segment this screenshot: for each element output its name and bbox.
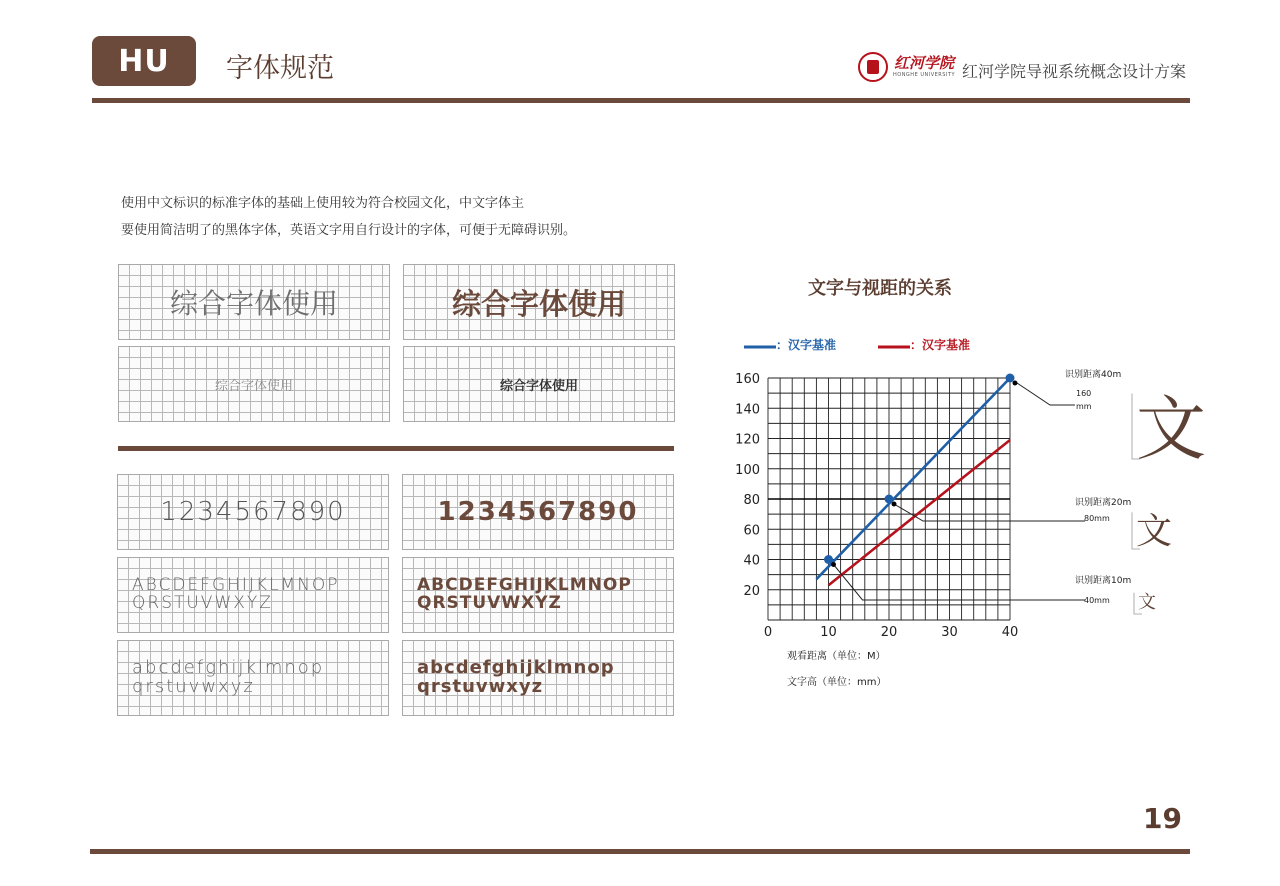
lower-bold-row-2: qrstuvwxyz <box>417 676 544 697</box>
lower-bold-row-1: abcdefghijklmnop <box>417 657 615 679</box>
university-seal-icon <box>858 52 888 82</box>
sample-lower-bold <box>402 640 674 716</box>
upper-bold-row-1: ABCDEFGHIJKLMNOP <box>417 575 632 596</box>
annotation-size: 160 <box>1076 389 1092 398</box>
annotation-label: 识别距离40m <box>1065 370 1122 380</box>
x-tick-label: 0 <box>763 625 773 640</box>
sample-cn-bold-small: 综合字体使用 <box>403 346 675 422</box>
series-point <box>824 555 833 564</box>
upper-bold-row-2: QRSTUVWXYZ <box>417 593 562 613</box>
y-tick-label: 100 <box>735 462 760 478</box>
sample-upper-bold <box>402 557 674 633</box>
university-logo-text: 红河学院 <box>894 54 955 72</box>
series-point <box>1006 374 1015 383</box>
sample-upper-light <box>117 557 389 633</box>
university-logo-english: HONGHE UNIVERSITY <box>893 72 956 78</box>
x-tick-label: 40 <box>1001 625 1019 640</box>
sample-lower-light <box>117 640 389 716</box>
annotation-label: 识别距离20m <box>1075 498 1132 508</box>
annotation-glyph: 文 <box>1136 511 1173 552</box>
header-divider <box>92 98 1190 103</box>
lower-light-row-2: qrstuvwxyz <box>132 676 255 697</box>
annotation-size: 40mm <box>1084 596 1110 605</box>
sample-cn-light-small: 综合字体使用 <box>118 346 390 422</box>
y-tick-label: 20 <box>743 583 760 599</box>
y-tick-label: 140 <box>735 402 760 418</box>
chart-title: 文字与视距的关系 <box>808 278 952 299</box>
sample-cn-light-large: 综合字体使用 <box>118 264 390 340</box>
x-tick-label: 10 <box>820 625 837 640</box>
legend-label: ：汉字基准 <box>910 338 971 352</box>
y-tick-label: 160 <box>735 372 760 387</box>
lower-light-row-1: abcdefghijklmnop <box>132 657 325 679</box>
y-tick-label: 40 <box>743 553 760 569</box>
annotation-label: 识别距离10m <box>1075 576 1132 586</box>
upper-light-row-1: ABCDEFGHIJKLMNOP <box>132 575 340 596</box>
y-axis-label: 文字高（单位：mm） <box>787 677 887 688</box>
legend-label: ：汉字基准 <box>776 338 837 352</box>
annotation-size: 80mm <box>1084 514 1110 523</box>
logo-badge: HU <box>92 36 196 86</box>
annotation-size: mm <box>1076 402 1092 411</box>
intro-line-1: 使用中文标识的标准字体的基础上使用较为符合校园文化，中文字体主 <box>121 196 525 211</box>
annotation-arrowhead <box>831 562 836 567</box>
y-tick-label: 120 <box>735 432 760 448</box>
y-tick-label: 60 <box>743 523 760 539</box>
x-tick-label: 30 <box>941 625 958 640</box>
page-number: 19 <box>1143 802 1182 835</box>
x-axis-label: 观看距离（单位：M） <box>787 651 886 662</box>
upper-light-row-2: QRSTUVWXYZ <box>132 593 273 613</box>
line-chart <box>730 325 1220 705</box>
section-divider <box>118 446 674 451</box>
page-title: 字体规范 <box>226 53 334 84</box>
sample-cn-bold-large: 综合字体使用 <box>403 264 675 340</box>
annotation-glyph: 文 <box>1138 592 1156 613</box>
annotation-leader <box>894 504 1085 521</box>
project-title: 红河学院导视系统概念设计方案 <box>962 62 1187 81</box>
annotation-glyph: 文 <box>1136 388 1206 470</box>
sample-digits-light: 1234567890 <box>117 474 389 550</box>
footer-divider <box>90 849 1190 854</box>
annotation-leader <box>1014 381 1075 405</box>
y-tick-label: 80 <box>743 493 760 508</box>
x-tick-label: 20 <box>880 625 898 640</box>
sample-digits-bold: 1234567890 <box>402 474 674 550</box>
annotation-leader <box>834 565 1086 601</box>
intro-line-2: 要使用简洁明了的黑体字体，英语文字用自行设计的字体，可便于无障碍识别。 <box>121 223 577 238</box>
annotation-arrowhead <box>1013 381 1018 386</box>
series-point <box>885 495 894 504</box>
annotation-arrowhead <box>892 502 897 507</box>
series-line <box>829 440 1011 585</box>
